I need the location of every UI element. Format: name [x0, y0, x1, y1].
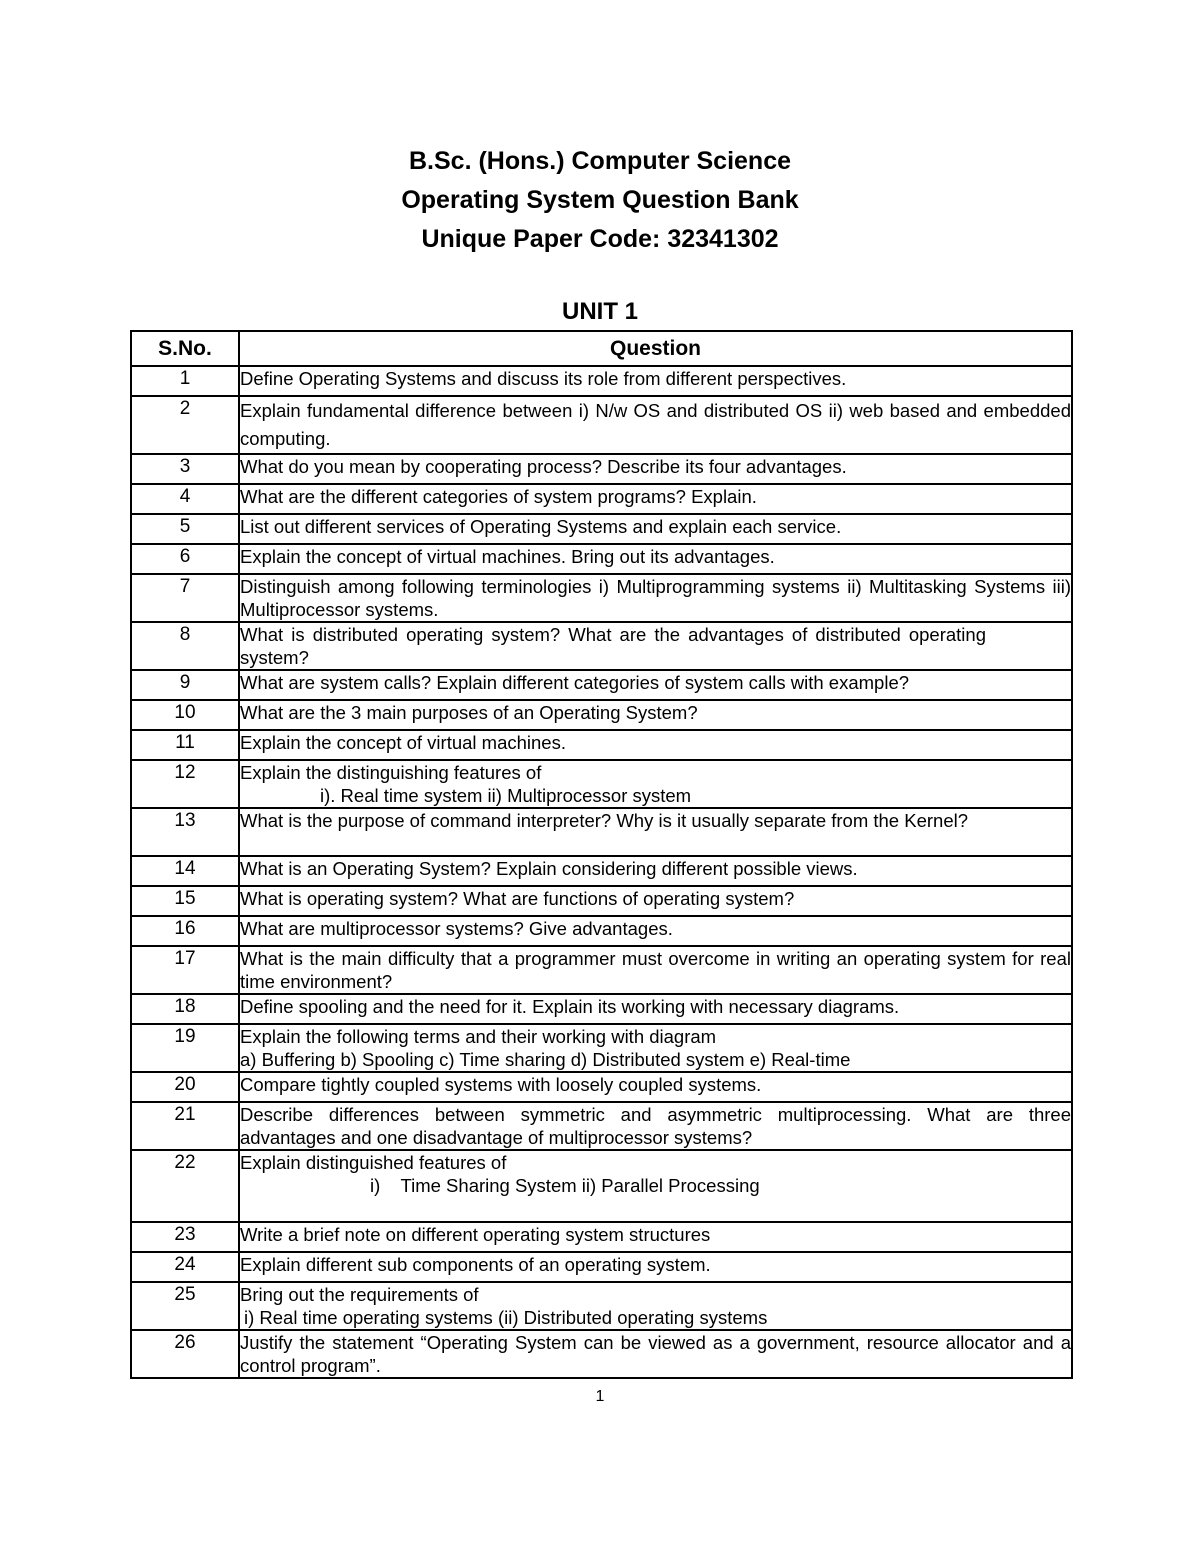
- table-row: [131, 454, 1072, 484]
- row-question: Define spooling and the need for it. Explain its working with necessary diagrams.: [239, 994, 1072, 1024]
- row-sno: 20: [131, 1072, 239, 1102]
- row-sno: 8: [131, 622, 239, 670]
- table-row: [131, 886, 1072, 916]
- table-row: [131, 366, 1072, 396]
- row-sno: 24: [131, 1252, 239, 1282]
- row-sno: 9: [131, 670, 239, 700]
- table-row: [131, 1282, 1072, 1330]
- table-row: [131, 856, 1072, 886]
- row-question: Explain the concept of virtual machines. Bring out its advantages.: [239, 544, 1072, 574]
- row-question: Write a brief note on different operating system structures: [239, 1222, 1072, 1252]
- row-sno: 22: [131, 1150, 239, 1222]
- row-question: Explain the concept of virtual machines.: [239, 730, 1072, 760]
- row-question: Define Operating Systems and discuss its role from different perspectives.: [239, 366, 1072, 396]
- row-sno: 25: [131, 1282, 239, 1330]
- table-row: [131, 760, 1072, 808]
- row-sno: 17: [131, 946, 239, 994]
- row-sno: 4: [131, 484, 239, 514]
- question-subline: i). Real time system ii) Multiprocessor system: [320, 785, 692, 806]
- row-question: What are the different categories of system programs? Explain.: [239, 484, 1072, 514]
- row-sno: 23: [131, 1222, 239, 1252]
- table-header-row: [131, 331, 1072, 366]
- table-row: [131, 808, 1072, 856]
- row-sno: 14: [131, 856, 239, 886]
- column-header-question: Question: [239, 331, 1072, 366]
- row-sno: 26: [131, 1330, 239, 1378]
- row-question: Describe differences between symmetric and asymmetric multiprocessing. What are three advantages and one disadvantage of multiprocessor systems?: [240, 1104, 1071, 1148]
- row-question: Compare tightly coupled systems with loosely coupled systems.: [239, 1072, 1072, 1102]
- row-question: Justify the statement “Operating System can be viewed as a government, resource allocator and a control program”.: [240, 1332, 1071, 1376]
- row-question: What are multiprocessor systems? Give advantages.: [239, 916, 1072, 946]
- row-question: What is the purpose of command interpreter? Why is it usually separate from the Kernel?: [239, 808, 1072, 856]
- row-question: List out different services of Operating Systems and explain each service.: [239, 514, 1072, 544]
- table-row: [131, 730, 1072, 760]
- row-question: [239, 1282, 1072, 1330]
- table-row: [131, 544, 1072, 574]
- row-sno: 10: [131, 700, 239, 730]
- table-row: [131, 700, 1072, 730]
- row-question: What do you mean by cooperating process? Describe its four advantages.: [239, 454, 1072, 484]
- paper-code: Unique Paper Code: 32341302: [421, 225, 779, 253]
- unit-heading: UNIT 1: [561, 298, 638, 325]
- question-subline: i) Real time operating systems (ii) Distributed operating systems: [244, 1307, 768, 1328]
- row-question: [239, 760, 1072, 808]
- question-line: Explain distinguished features of: [240, 1152, 507, 1173]
- row-sno: 18: [131, 994, 239, 1024]
- table-row: [131, 946, 1072, 994]
- row-sno: 5: [131, 514, 239, 544]
- row-sno: 19: [131, 1024, 239, 1072]
- question-bank-title: Operating System Question Bank: [401, 186, 799, 214]
- table-row: [131, 574, 1072, 622]
- row-sno: 6: [131, 544, 239, 574]
- page-number: 1: [595, 1388, 605, 1405]
- question-line: Explain the following terms and their working with diagram: [240, 1026, 717, 1047]
- table-row: [131, 916, 1072, 946]
- table-row: [131, 670, 1072, 700]
- question-line: Explain the distinguishing features of: [240, 762, 542, 783]
- row-sno: 12: [131, 760, 239, 808]
- row-question: Explain fundamental difference between i) N/w OS and distributed OS ii) web based and embedded computing.: [239, 396, 1072, 454]
- row-question: What are system calls? Explain different categories of system calls with example?: [239, 670, 1072, 700]
- table-row: [131, 1150, 1072, 1222]
- row-question: Distinguish among following terminologies i) Multiprogramming systems ii) Multitasking Systems iii) Multiprocessor systems.: [240, 576, 1071, 620]
- row-question: [239, 1150, 1072, 1222]
- row-sno: 15: [131, 886, 239, 916]
- question-table: [130, 330, 1073, 1379]
- table-row: [131, 622, 1072, 670]
- table-row: [131, 1330, 1072, 1378]
- row-sno: 7: [131, 574, 239, 622]
- row-sno: 16: [131, 916, 239, 946]
- row-sno: 13: [131, 808, 239, 856]
- row-sno: 2: [131, 396, 239, 454]
- row-question: What is distributed operating system? What are the advantages of distributed operating system?: [239, 622, 1072, 670]
- table-row: [131, 484, 1072, 514]
- question-subline: a) Buffering b) Spooling c) Time sharing d) Distributed system e) Real-time: [240, 1049, 851, 1070]
- document-title-block: [0, 142, 1200, 259]
- table-row: [131, 994, 1072, 1024]
- table-row: [131, 1252, 1072, 1282]
- table-row: [131, 514, 1072, 544]
- column-header-sno: S.No.: [131, 331, 239, 366]
- table-row: [131, 1024, 1072, 1072]
- table-row: [131, 1072, 1072, 1102]
- row-question: What is operating system? What are functions of operating system?: [239, 886, 1072, 916]
- table-row: [131, 396, 1072, 454]
- row-question: What is an Operating System? Explain considering different possible views.: [239, 856, 1072, 886]
- row-question: What is the main difficulty that a programmer must overcome in writing an operating system for real time environment?: [240, 948, 1071, 992]
- program-title: B.Sc. (Hons.) Computer Science: [408, 147, 792, 175]
- row-sno: 3: [131, 454, 239, 484]
- row-question: Explain different sub components of an operating system.: [239, 1252, 1072, 1282]
- table-row: [131, 1102, 1072, 1150]
- table-row: [131, 1222, 1072, 1252]
- question-line: Bring out the requirements of: [240, 1284, 479, 1305]
- row-sno: 11: [131, 730, 239, 760]
- row-question: What are the 3 main purposes of an Operating System?: [239, 700, 1072, 730]
- row-question: [239, 1024, 1072, 1072]
- row-sno: 1: [131, 366, 239, 396]
- question-subline: i) Time Sharing System ii) Parallel Processing: [370, 1175, 760, 1196]
- row-sno: 21: [131, 1102, 239, 1150]
